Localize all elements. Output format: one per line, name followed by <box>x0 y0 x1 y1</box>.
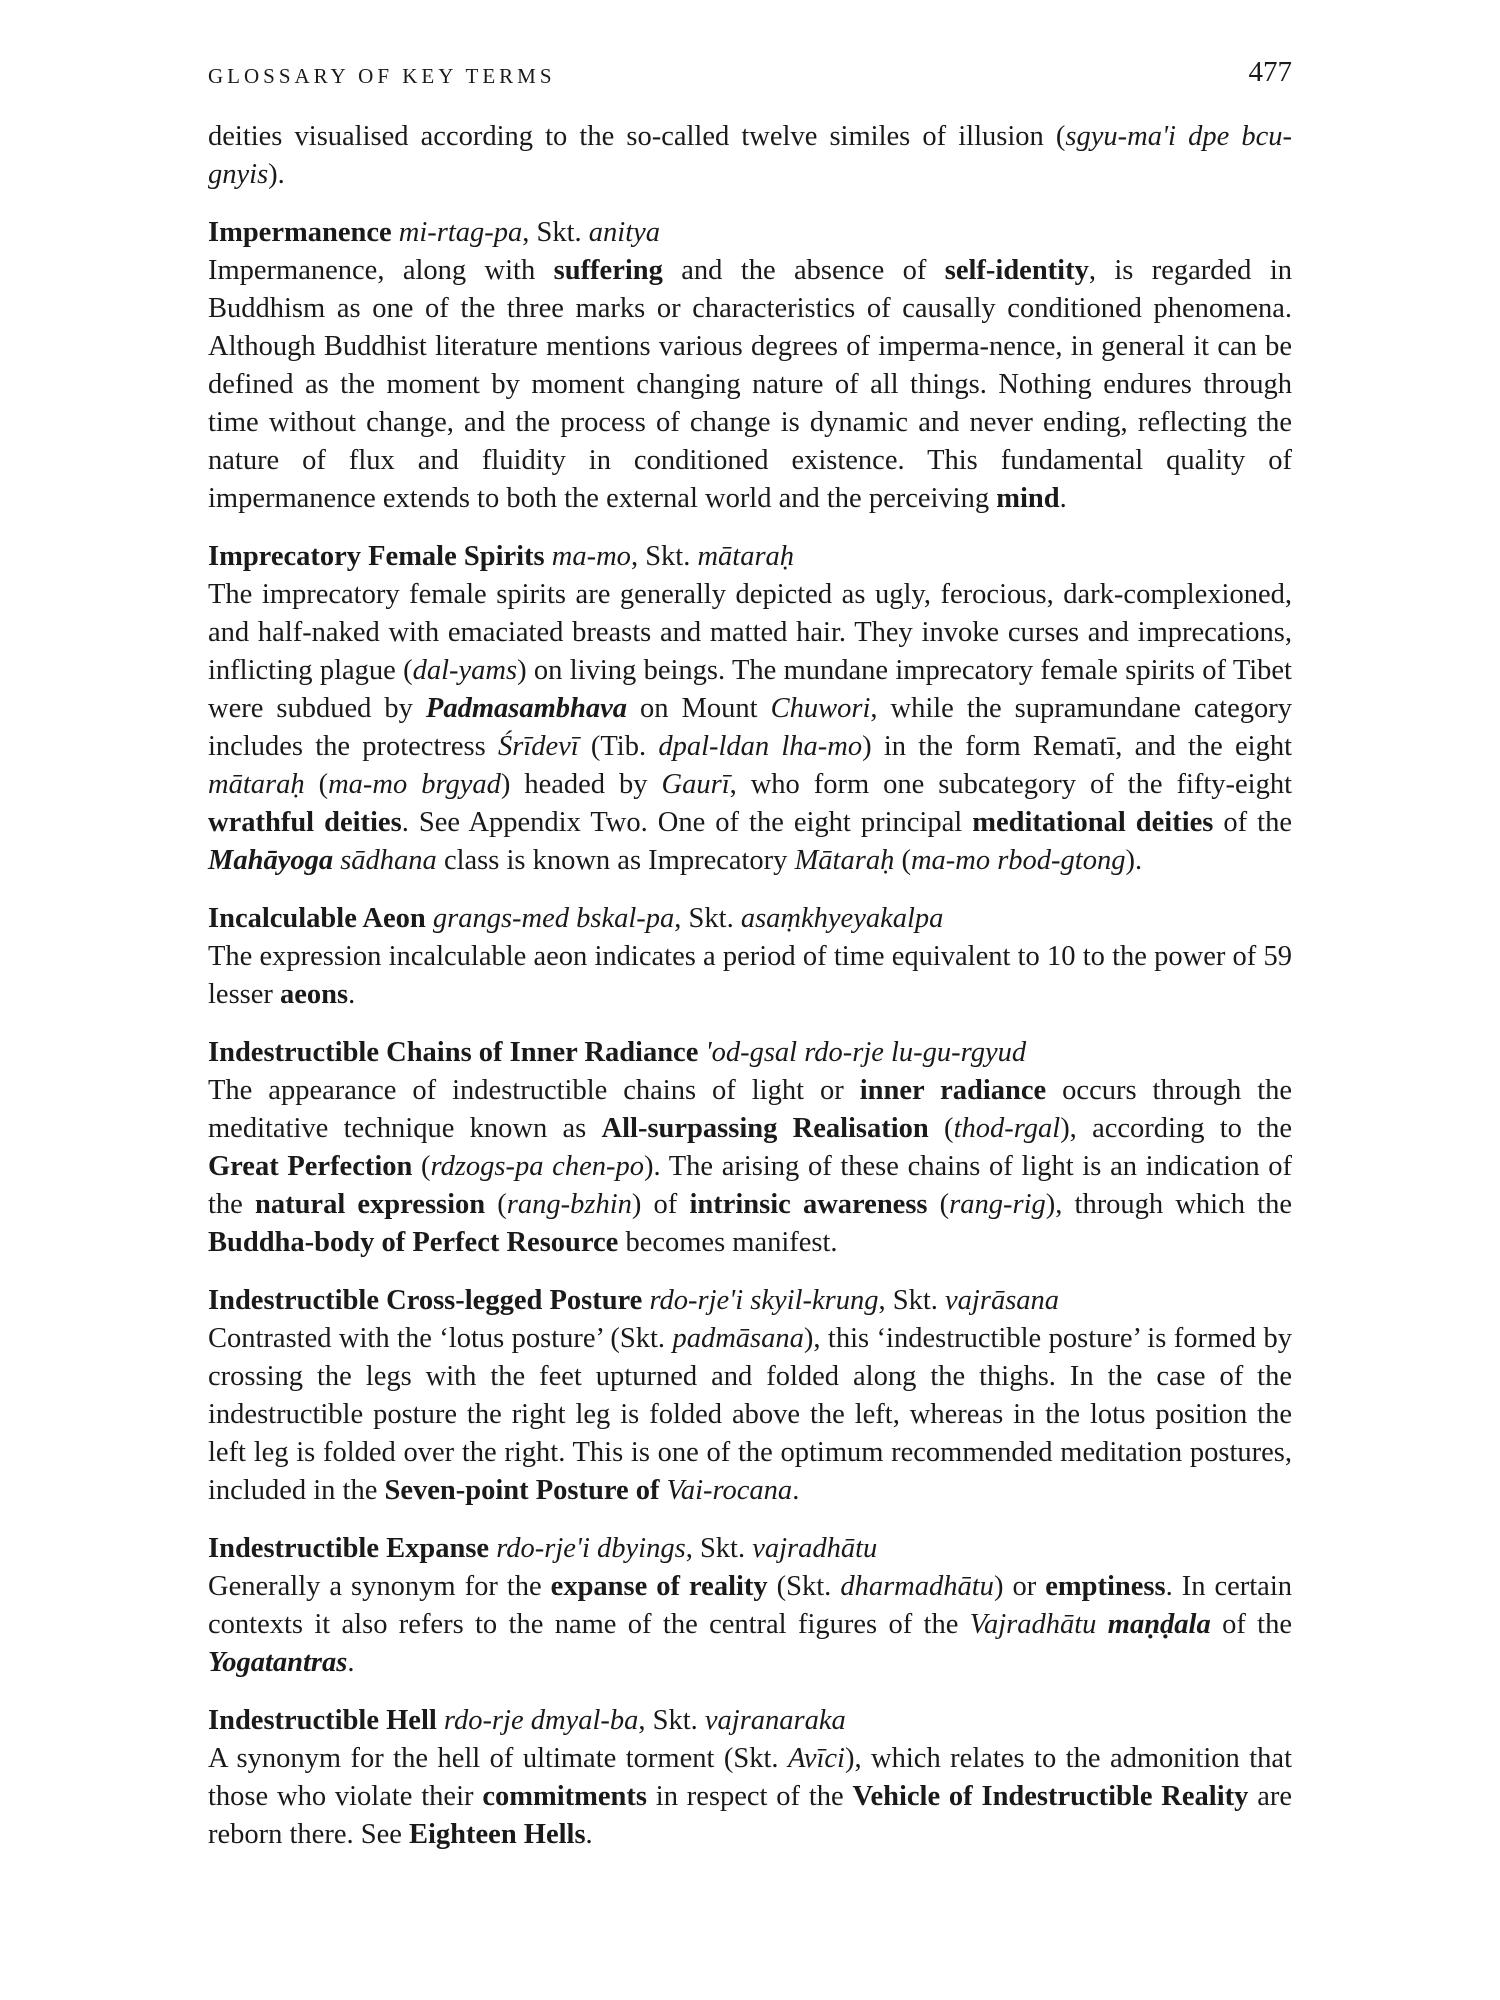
text-run: natural expression <box>254 1189 486 1220</box>
entry-sanskrit: vajranaraka <box>704 1705 846 1736</box>
text-run: ). The arising of these chains of light is an indication of the <box>208 1151 1293 1220</box>
text-run: Avīci <box>787 1743 845 1774</box>
glossary-entry <box>208 1034 1292 1262</box>
text-run: Vai-rocana <box>666 1475 793 1506</box>
text-run: ( <box>927 1189 950 1220</box>
text-run: of the <box>1210 1609 1292 1640</box>
entry-skt-prefix: , Skt. <box>674 903 734 934</box>
text-run: Seven-point Posture of <box>384 1475 667 1506</box>
entry-heading <box>208 1702 1292 1740</box>
glossary-entry <box>208 1702 1292 1854</box>
text-run: class is known as Imprecatory <box>436 845 795 876</box>
text-run: ) in the form Rematī, and the eight <box>862 731 1292 762</box>
text-run: ( <box>304 769 329 800</box>
entry-sanskrit: vajrāsana <box>945 1285 1060 1316</box>
text-run: The imprecatory female spirits are generally depicted as ugly, ferocious, dark-complexioned, and half-naked with emaciated breasts and matted hair. They invoke curses and imprecations, inflicting plague ( <box>208 579 1292 686</box>
text-run: ), this ‘indestructible posture’ is formed by crossing the legs with the feet upturned and folded along the thighs. In the case of the indestructible posture the right leg is folded above the left, whereas in the lotus position the left leg is folded over the right. This is one of the optimum recommended meditation postures, included in the <box>208 1323 1292 1506</box>
entry-skt-prefix: , Skt. <box>630 541 691 572</box>
entry-definition <box>208 1740 1292 1854</box>
text-run: suffering <box>553 255 663 286</box>
text-run: Impermanence, along with <box>208 255 554 286</box>
text-run: meditational deities <box>972 807 1214 838</box>
text-run: . <box>792 1475 800 1506</box>
entry-heading <box>208 1282 1292 1320</box>
text-run: mind <box>996 483 1060 514</box>
text-run: Gaurī <box>661 769 730 800</box>
text-run: rang-bzhin <box>506 1189 632 1220</box>
text-run: , is regarded in Buddhism as one of the three marks or characteristics of causally conditioned phenomena. Although Buddhist literature mentions various degrees of imperma-nence, in general it can be defined as the moment by moment changing nature of all things. Nothing endures through time without change, and the process of change is dynamic and never ending, reflecting the nature of flux and fluidity in conditioned existence. This fundamental quality of impermanence extends to both the external world and the perceiving <box>208 255 1292 514</box>
entry-heading <box>208 214 1292 252</box>
glossary-entry <box>208 1530 1292 1682</box>
entry-heading <box>208 900 1292 938</box>
glossary-entry <box>208 214 1292 518</box>
entry-tibetan: ma-mo <box>551 541 631 572</box>
entry-definition <box>208 938 1292 1014</box>
text-run: ) or <box>993 1571 1046 1602</box>
entry-sanskrit: vajradhātu <box>752 1533 878 1564</box>
glossary-body <box>208 118 1292 1854</box>
text-run: on Mount <box>627 693 771 724</box>
entry-sanskrit: asaṃkhyeyakalpa <box>740 903 944 934</box>
text-run: , who form one subcategory of the fifty-eight <box>729 769 1292 800</box>
text-run: commitments <box>482 1781 647 1812</box>
text-run: Padmasambhava <box>425 693 628 724</box>
text-run: of the <box>1213 807 1292 838</box>
text-run: Vehicle of Indestructible Reality <box>852 1781 1249 1812</box>
text-run: Contrasted with the ‘lotus posture’ (Skt. <box>208 1323 673 1354</box>
entry-tibetan: grangs-med bskal-pa <box>432 903 675 934</box>
text-run: rang-rig <box>949 1189 1046 1220</box>
text-run: ). <box>1125 845 1143 876</box>
text-run: ), according to the <box>1060 1113 1292 1144</box>
text-run: intrinsic awareness <box>689 1189 928 1220</box>
entry-heading <box>208 1530 1292 1568</box>
text-run: ) on living beings. The mundane imprecatory female spirits of Tibet were subdued by <box>208 655 1292 724</box>
text-run: . In certain contexts it also refers to the name of the central figures of the <box>208 1571 1292 1640</box>
text-run: All-surpassing Realisation <box>601 1113 929 1144</box>
text-run: ), through which the <box>1045 1189 1292 1220</box>
entry-term: Indestructible Hell <box>208 1705 437 1736</box>
text-run: Eighteen Hells <box>409 1819 586 1850</box>
text-run: (Tib. <box>578 731 659 762</box>
glossary-entries <box>208 214 1292 1854</box>
text-run: The expression incalculable aeon indicates a period of time equivalent to 10 to the power of 59 lesser <box>208 941 1292 1010</box>
text-run: The appearance of indestructible chains of light or <box>208 1075 860 1106</box>
text-run: rdzogs-pa chen-po <box>430 1151 644 1182</box>
entry-heading <box>208 538 1292 576</box>
entry-tibetan: rdo-rje'i skyil-krung <box>649 1285 879 1316</box>
text-run: inner radiance <box>859 1075 1047 1106</box>
text-run: ), which relates to the admonition that those who violate their <box>208 1743 1292 1812</box>
text-run: Chuwori <box>770 693 871 724</box>
text-run: aeons <box>280 979 349 1010</box>
entry-term: Indestructible Cross-legged Posture <box>208 1285 643 1316</box>
text-run: mātaraḥ <box>208 769 305 800</box>
text-run: thod-rgal <box>953 1113 1061 1144</box>
text-run: ma-mo rbod-gtong <box>910 845 1126 876</box>
text-run: wrathful deities <box>208 807 402 838</box>
entry-sanskrit: anitya <box>588 217 661 248</box>
text-run: Vajradhātu <box>969 1609 1097 1640</box>
text-run: are reborn there. See <box>208 1781 1292 1850</box>
text-run: deities visualised according to the so-called twelve similes of illusion ( <box>208 121 1066 152</box>
text-run: ( <box>485 1189 507 1220</box>
text-run: (Skt. <box>767 1571 841 1602</box>
entry-definition <box>208 576 1292 880</box>
continued-paragraph <box>208 118 1292 194</box>
glossary-entry <box>208 1282 1292 1510</box>
text-run: ). <box>268 159 285 190</box>
text-run: in respect of the <box>646 1781 853 1812</box>
text-run: ( <box>894 845 911 876</box>
text-run: ) headed by <box>500 769 662 800</box>
text-run: , while the supramundane category includes the protectress <box>208 693 1292 762</box>
text-run: Śrīdevī <box>497 731 579 762</box>
entry-sanskrit: mātaraḥ <box>697 541 795 572</box>
text-run: expanse of reality <box>550 1571 768 1602</box>
text-run: sgyu-ma'i dpe bcu-gnyis <box>208 121 1293 190</box>
entry-term: Incalculable Aeon <box>208 903 426 934</box>
entry-skt-prefix: , Skt. <box>878 1285 938 1316</box>
text-run: Generally a synonym for the <box>208 1571 551 1602</box>
entry-term: Indestructible Expanse <box>208 1533 490 1564</box>
text-run: emptiness <box>1045 1571 1166 1602</box>
text-run: ma-mo brgyad <box>328 769 501 800</box>
entry-definition <box>208 1320 1292 1510</box>
text-run: . <box>1059 483 1067 514</box>
entry-heading <box>208 1034 1292 1072</box>
entry-tibetan: rdo-rje dmyal-ba <box>443 1705 639 1736</box>
text-run: Great Perfection <box>208 1151 413 1182</box>
text-run: . <box>585 1819 593 1850</box>
entry-tibetan: rdo-rje'i dbyings <box>496 1533 686 1564</box>
entry-term: Indestructible Chains of Inner Radiance <box>208 1037 699 1068</box>
text-run: Yogatantras <box>208 1647 348 1678</box>
text-run: dharmadhātu <box>840 1571 994 1602</box>
entry-tibetan: 'od-gsal rdo-rje lu-gu-rgyud <box>705 1037 1027 1068</box>
glossary-entry <box>208 900 1292 1014</box>
text-run: . <box>347 1647 355 1678</box>
text-run: Buddha-body of Perfect Resource <box>208 1227 619 1258</box>
text-run: sādhana <box>340 845 437 876</box>
entry-definition <box>208 252 1292 518</box>
text-run: ( <box>412 1151 431 1182</box>
text-run: occurs through the meditative technique known as <box>208 1075 1293 1144</box>
entry-definition <box>208 1072 1292 1262</box>
text-run: Mahāyoga <box>208 845 334 876</box>
running-title: GLOSSARY OF KEY TERMS <box>208 64 556 88</box>
text-run: self-identity <box>944 255 1089 286</box>
text-run: dal-yams <box>412 655 518 686</box>
text-run: padmāsana <box>672 1323 804 1354</box>
text-run: Mātaraḥ <box>794 845 895 876</box>
glossary-entry <box>208 538 1292 880</box>
text-run: ( <box>928 1113 954 1144</box>
text-run: A synonym for the hell of ultimate torment (Skt. <box>208 1743 788 1774</box>
entry-term: Impermanence <box>208 217 392 248</box>
text-run: ) of <box>631 1189 690 1220</box>
text-run: maṇḍala <box>1107 1609 1211 1640</box>
page-number: 477 <box>1248 56 1292 88</box>
text-run: becomes manifest. <box>618 1227 838 1258</box>
entry-skt-prefix: , Skt. <box>685 1533 746 1564</box>
entry-tibetan: mi-rtag-pa <box>398 217 523 248</box>
text-run: dpal-ldan lha-mo <box>658 731 863 762</box>
entry-skt-prefix: , Skt. <box>522 217 582 248</box>
text-run: . <box>348 979 356 1010</box>
text-run <box>1096 1609 1107 1640</box>
entry-definition <box>208 1568 1292 1682</box>
entry-skt-prefix: , Skt. <box>638 1705 698 1736</box>
entry-term: Imprecatory Female Spirits <box>208 541 545 572</box>
text-run: and the absence of <box>662 255 945 286</box>
text-run: . See Appendix Two. One of the eight principal <box>401 807 973 838</box>
page-header <box>208 52 1292 102</box>
